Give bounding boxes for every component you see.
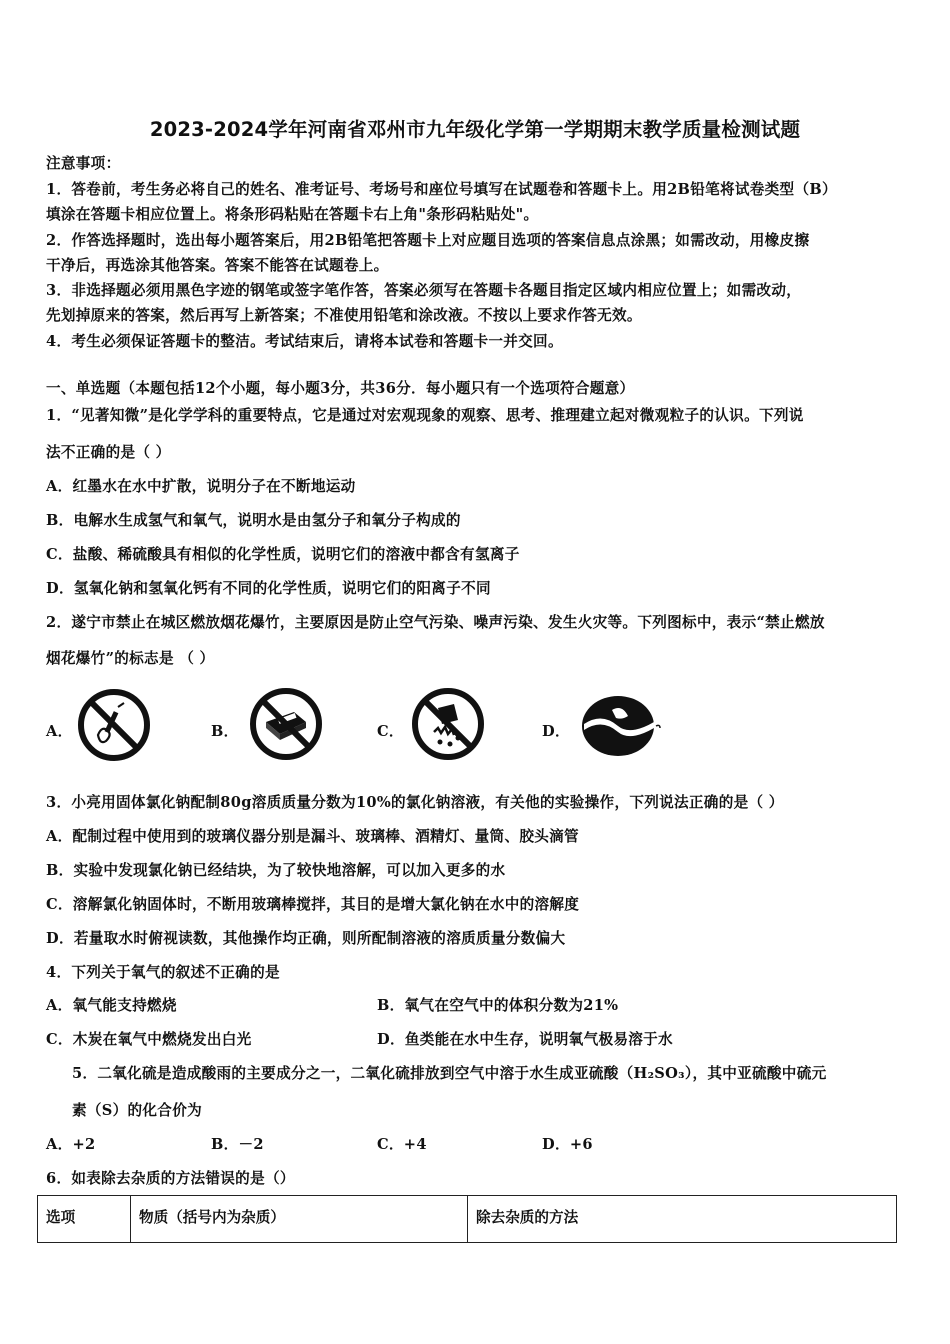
question-5-option-d: D．+6 bbox=[542, 1136, 593, 1153]
question-2-option-d-label: D． bbox=[542, 723, 570, 740]
question-4-option-c: C．木炭在氧气中燃烧发出白光 bbox=[46, 1031, 252, 1048]
table-header-cell: 物质（括号内为杂质） bbox=[131, 1196, 468, 1243]
question-4-option-b: B．氧气在空气中的体积分数为21% bbox=[377, 997, 619, 1014]
question-3-stem: 3．小亮用固体氯化钠配制80g溶质质量分数为10%的氯化钠溶液，有关他的实验操作，下列说法正确的是（ ） bbox=[46, 794, 784, 811]
page-title: 2023-2024学年河南省邓州市九年级化学第一学期期末教学质量检测试题 bbox=[149, 118, 801, 141]
question-6-stem: 6．如表除去杂质的方法错误的是（） bbox=[46, 1170, 295, 1187]
question-5-option-b: B．－2 bbox=[211, 1136, 264, 1153]
no-fire-sign-icon bbox=[248, 686, 324, 762]
question-1-stem: 法不正确的是（ ） bbox=[46, 444, 171, 461]
question-4-option-d: D．鱼类能在水中生存，说明氧气极易溶于水 bbox=[377, 1031, 673, 1048]
question-5-option-c: C．+4 bbox=[377, 1136, 427, 1153]
no-smoking-sign-icon bbox=[76, 687, 152, 763]
question-1-option-a: A．红墨水在水中扩散，说明分子在不断地运动 bbox=[46, 478, 356, 495]
question-2-option-c-label: C． bbox=[377, 723, 404, 740]
notice-line: 3．非选择题必须用黑色字迹的钢笔或签字笔作答，答案必须写在答题卡各题目指定区域内相应位置上；如需改动， bbox=[46, 282, 802, 299]
question-3-option-c: C．溶解氯化钠固体时，不断用玻璃棒搅拌，其目的是增大氯化钠在水中的溶解度 bbox=[46, 896, 580, 913]
question-5-option-a: A．+2 bbox=[46, 1136, 96, 1153]
notice-line: 填涂在答题卡相应位置上。将条形码粘贴在答题卡右上角"条形码粘贴处"。 bbox=[46, 206, 539, 223]
question-2-stem: 2．遂宁市禁止在城区燃放烟花爆竹，主要原因是防止空气污染、噪声污染、发生火灾等。下列图标中，表示“禁止燃放 bbox=[46, 614, 825, 631]
table-header-row bbox=[38, 1196, 897, 1243]
question-6-table bbox=[37, 1195, 897, 1243]
notice-line: 1．答卷前，考生务必将自己的姓名、准考证号、考场号和座位号填写在试题卷和答题卡上。用2B铅笔将试卷类型（B） bbox=[46, 181, 837, 198]
question-4-option-a: A．氧气能支持燃烧 bbox=[46, 997, 177, 1014]
question-5-stem: 素（S）的化合价为 bbox=[72, 1102, 202, 1119]
notice-line: 2．作答选择题时，选出每小题答案后，用2B铅笔把答题卡上对应题目选项的答案信息点涂黑；如需改动，用橡皮擦 bbox=[46, 232, 810, 249]
question-2-option-b-label: B． bbox=[211, 723, 239, 740]
notice-line: 4．考生必须保证答题卡的整洁。考试结束后，请将本试卷和答题卡一并交回。 bbox=[46, 333, 563, 350]
question-2-option-a-label: A． bbox=[46, 723, 73, 740]
table-header-cell: 除去杂质的方法 bbox=[468, 1196, 897, 1243]
notice-line: 先划掉原来的答案，然后再写上新答案；不准使用铅笔和涂改液。不按以上要求作答无效。 bbox=[46, 307, 642, 324]
question-4-stem: 4．下列关于氧气的叙述不正确的是 bbox=[46, 964, 280, 981]
question-2-stem: 烟花爆竹”的标志是 （ ） bbox=[46, 650, 215, 667]
notice-heading: 注意事项： bbox=[46, 155, 121, 172]
question-1-option-b: B．电解水生成氢气和氧气，说明水是由氢分子和氧分子构成的 bbox=[46, 512, 461, 529]
question-1-stem: 1．“见著知微”是化学学科的重要特点，它是通过对宏观现象的观察、思考、推理建立起对微观粒子的认识。下列说 bbox=[46, 407, 804, 424]
notice-line: 干净后，再选涂其他答案。答案不能答在试题卷上。 bbox=[46, 257, 389, 274]
question-5-stem: 5．二氧化硫是造成酸雨的主要成分之一，二氧化硫排放到空气中溶于水生成亚硫酸（H₂SO₃），其中亚硫酸中硫元 bbox=[72, 1065, 827, 1082]
no-fireworks-sign-icon bbox=[410, 686, 486, 762]
water-saving-sign-icon bbox=[578, 690, 662, 760]
table-header-cell: 选项 bbox=[38, 1196, 131, 1243]
question-1-option-c: C．盐酸、稀硫酸具有相似的化学性质，说明它们的溶液中都含有氢离子 bbox=[46, 546, 520, 563]
section-heading: 一、单选题（本题包括12个小题，每小题3分，共36分．每小题只有一个选项符合题意） bbox=[46, 380, 635, 397]
question-3-option-b: B．实验中发现氯化钠已经结块，为了较快地溶解，可以加入更多的水 bbox=[46, 862, 506, 879]
question-3-option-d: D．若量取水时俯视读数，其他操作均正确，则所配制溶液的溶质质量分数偏大 bbox=[46, 930, 566, 947]
question-3-option-a: A．配制过程中使用到的玻璃仪器分别是漏斗、玻璃棒、酒精灯、量筒、胶头滴管 bbox=[46, 828, 579, 845]
question-1-option-d: D．氢氧化钠和氢氧化钙有不同的化学性质，说明它们的阳离子不同 bbox=[46, 580, 491, 597]
